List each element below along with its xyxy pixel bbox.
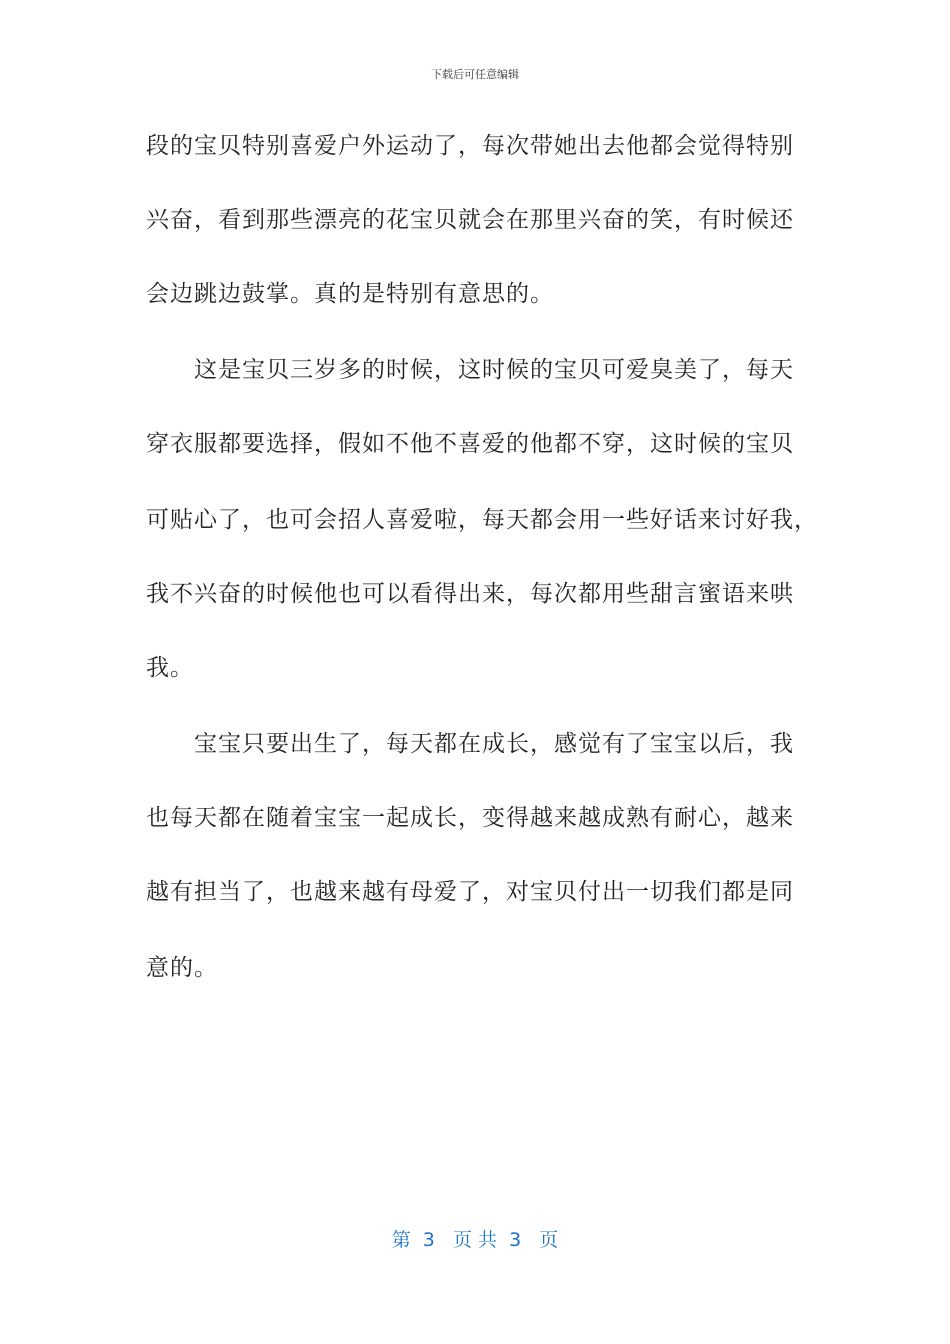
text-line: 也每天都在随着宝宝一起成长，变得越来越成熟有耐心，越来 <box>146 805 794 831</box>
text-line: 段的宝贝特别喜爱户外运动了，每次带她出去他都会觉得特别 <box>146 133 794 159</box>
text-line: 意的。 <box>146 955 218 981</box>
text-line: 会边跳边鼓掌。真的是特别有意思的。 <box>146 281 554 307</box>
paragraph-start-line: 这是宝贝三岁多的时候，这时候的宝贝可爱臭美了，每天 <box>194 357 794 383</box>
page-header: 下载后可任意编辑 <box>431 68 519 81</box>
text-line: 兴奋，看到那些漂亮的花宝贝就会在那里兴奋的笑，有时候还 <box>146 207 794 233</box>
paragraph-start-line: 宝宝只要出生了，每天都在成长，感觉有了宝宝以后，我 <box>194 731 794 757</box>
text-line: 可贴心了，也可会招人喜爱啦，每天都会用一些好话来讨好我， <box>146 507 818 533</box>
text-line: 越有担当了，也越来越有母爱了，对宝贝付出一切我们都是同 <box>146 879 794 905</box>
text-line: 穿衣服都要选择，假如不他不喜爱的他都不穿，这时候的宝贝 <box>146 431 794 457</box>
text-line: 我。 <box>146 655 194 681</box>
text-line: 我不兴奋的时候他也可以看得出来，每次都用些甜言蜜语来哄 <box>146 581 794 607</box>
page-number-footer: 第 3 页 共 3 页 <box>391 1229 559 1251</box>
